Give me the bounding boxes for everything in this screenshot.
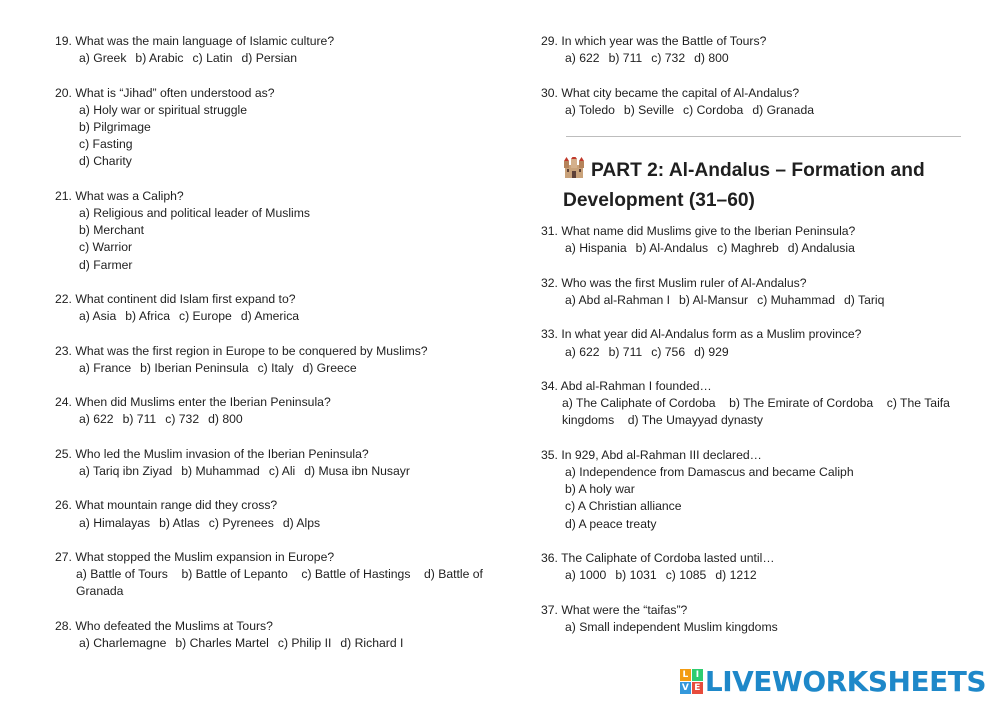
answer-option: c) Italy [257,360,294,375]
answer-option: c) A Christian alliance [565,499,682,514]
answer-option: b) Arabic [135,51,184,66]
answer-options [55,308,495,325]
questions-29-30 [541,33,971,119]
answer-option: a) Toledo [565,102,615,117]
answer-options: a) The Caliphate of Cordoba b) The Emirate of Cordoba c) The Taifa kingdoms d) The Umayyad dynasty [562,396,950,428]
answer-options [541,292,971,309]
answer-option: a) Tariq ibn Ziyad [79,463,173,478]
answer-option: b) Seville [623,102,675,117]
answer-option: d) Farmer [79,257,133,272]
question-stem: 24. When did Muslims enter the Iberian Peninsula? [55,395,331,410]
question-stem: 29. In which year was the Battle of Tours? [541,34,767,48]
answer-option: a) 622 [79,412,114,427]
answer-options [541,50,971,67]
question-item [541,275,971,309]
question-item [541,378,971,430]
question-item [55,618,495,652]
questions-31-37 [541,223,971,636]
answer-option: b) Al-Mansur [679,292,749,307]
answer-options [541,567,971,584]
answer-option: d) A peace treaty [565,516,657,531]
answer-option: d) Persian [241,51,298,66]
answer-option: b) A holy war [565,482,635,497]
answer-option: d) 800 [694,51,729,66]
question-stem: 36. The Caliphate of Cordoba lasted until… [541,550,775,565]
answer-option: d) 1212 [715,568,757,583]
question-stem: 35. In 929, Abd al-Rahman III declared… [541,447,762,462]
answer-option: c) Pyrenees [208,515,274,530]
question-stem: 28. Who defeated the Muslims at Tours? [55,618,273,633]
answer-option: b) Merchant [79,223,145,238]
left-column [55,33,495,669]
question-stem: 26. What mountain range did they cross? [55,498,278,513]
answer-option: c) Cordoba [683,102,744,117]
question-item [541,85,971,119]
liveworksheets-logo [680,665,986,698]
question-stem: 33. In what year did Al-Andalus form as a Muslim province? [541,327,862,342]
question-stem: 34. Abd al-Rahman I founded… [541,378,712,393]
answer-option: c) Fasting [79,137,133,152]
answer-option: d) 929 [694,344,729,359]
question-stem: 31. What name did Muslims give to the Iberian Peninsula? [541,224,856,239]
answer-option: b) Al-Andalus [635,241,709,256]
question-item [55,188,495,274]
logo-blocks [680,669,703,694]
answer-option: c) Warrior [79,240,133,255]
answer-option: a) Himalayas [79,515,151,530]
answer-option: b) Charles Martel [175,635,269,650]
answer-option: d) Granada [752,102,814,117]
answer-option: b) Atlas [159,515,200,530]
question-item [55,291,495,325]
answer-option: b) 1031 [615,568,657,583]
question-item [55,497,495,531]
logo-block: E [692,682,703,694]
logo-block: I [692,669,703,681]
answer-options [55,360,495,377]
castle-icon [563,157,585,187]
answer-options [55,635,495,652]
answer-option: b) 711 [608,51,643,66]
answer-option: d) Richard I [340,635,404,650]
answer-option: a) Holy war or spiritual struggle [79,102,247,117]
answer-option: d) America [240,309,300,324]
question-item [541,602,971,636]
section-divider [566,136,961,137]
answer-options [541,102,971,119]
answer-option: c) Ali [268,463,296,478]
answer-options [541,344,971,361]
question-stem: 27. What stopped the Muslim expansion in Europe? [55,549,335,564]
answer-option: d) Musa ibn Nusayr [304,463,410,478]
question-stem: 32. Who was the first Muslim ruler of Al-Andalus? [541,275,807,290]
question-item [55,85,495,171]
part-2-title: PART 2: Al-Andalus – Formation and Development (31–60) [563,160,925,212]
answer-option: b) Pilgrimage [79,120,151,134]
answer-options [55,463,495,480]
answer-option: c) Europe [178,309,232,324]
question-item [541,550,971,584]
answer-option: a) Hispania [565,241,627,256]
answer-option: a) Small independent Muslim kingdoms [565,619,778,634]
question-stem: 37. What were the “taifas”? [541,602,688,617]
answer-option: d) Alps [282,515,321,530]
answer-options: a) Battle of Tours b) Battle of Lepanto c) Battle of Hastings d) Battle of Granada [76,567,483,599]
answer-option: c) 732 [651,51,686,66]
answer-option: a) Asia [79,309,117,324]
answer-option: a) 622 [565,51,600,66]
answer-option: a) Greek [79,51,127,66]
answer-option: c) Latin [192,51,233,66]
question-item [55,343,495,377]
question-stem: 23. What was the first region in Europe to be conquered by Muslims? [55,343,428,358]
question-item [541,223,971,257]
answer-option: a) Abd al-Rahman I [565,292,671,307]
answer-option: c) Maghreb [717,241,779,256]
answer-option: c) Philip II [277,635,332,650]
question-stem: 21. What was a Caliph? [55,188,184,203]
right-column [541,33,971,653]
answer-option: d) Andalusia [787,241,855,256]
answer-option: a) France [79,360,132,375]
answer-options [55,411,495,428]
question-item [541,447,971,533]
answer-option: d) Greece [302,360,357,375]
answer-options [55,515,495,532]
answer-option: d) Tariq [844,292,885,307]
question-stem: 20. What is “Jihad” often understood as? [55,85,275,100]
logo-text: LIVEWORKSHEETS [704,665,986,698]
question-item [55,549,495,601]
answer-options [541,240,971,257]
answer-option: b) Muhammad [181,463,260,478]
answer-option: b) Africa [125,309,170,324]
question-stem: 30. What city became the capital of Al-Andalus? [541,85,800,100]
answer-options [55,50,495,67]
question-stem: 19. What was the main language of Islamic culture? [55,34,335,48]
question-item [541,326,971,360]
answer-option: a) Independence from Damascus and became Caliph [565,464,854,479]
question-item [55,394,495,428]
answer-option: c) 1085 [665,568,707,583]
answer-option: c) 732 [165,412,200,427]
answer-option: a) Charlemagne [79,635,167,650]
answer-option: a) 1000 [565,568,607,583]
question-item [55,33,495,67]
logo-block: V [680,682,691,694]
answer-option: c) 756 [651,344,686,359]
question-item [541,33,971,67]
answer-option: b) Iberian Peninsula [140,360,249,375]
logo-block: L [680,669,691,681]
question-stem: 22. What continent did Islam first expand to? [55,292,296,306]
answer-option: d) 800 [208,412,243,427]
answer-option: a) Religious and political leader of Muslims [79,206,310,220]
answer-option: b) 711 [608,344,643,359]
answer-option: b) 711 [122,412,157,427]
part-2-heading [563,157,971,214]
answer-option: c) Muhammad [757,292,835,307]
question-item [55,446,495,480]
answer-option: a) 622 [565,344,600,359]
answer-option: d) Charity [79,154,132,169]
question-stem: 25. Who led the Muslim invasion of the Iberian Peninsula? [55,446,369,461]
